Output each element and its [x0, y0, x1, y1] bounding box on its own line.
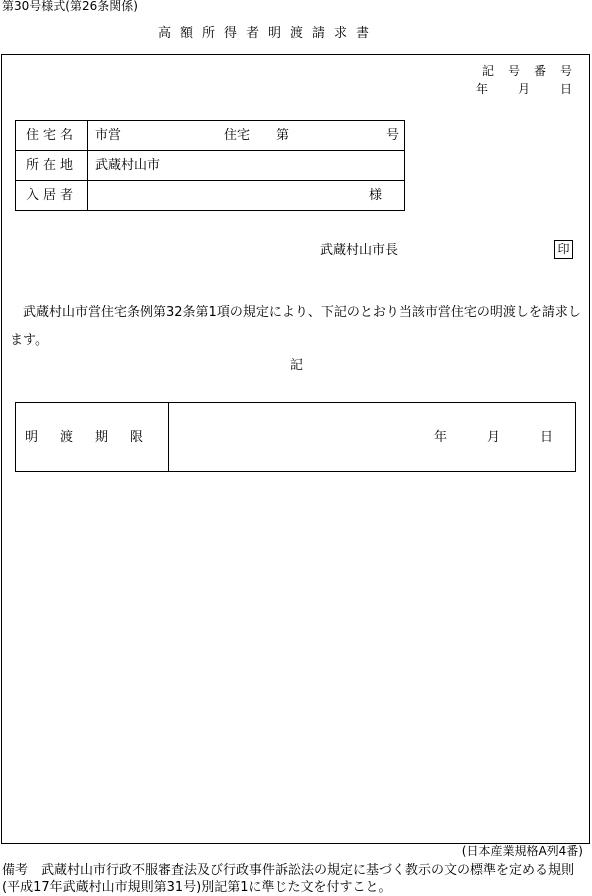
handover-deadline-date: [434, 431, 553, 444]
seal-mark: 印: [554, 240, 573, 259]
reg-char-go2: 号: [559, 64, 572, 78]
deadline-day: 日: [539, 430, 553, 445]
reg-char-go: 号: [507, 64, 520, 78]
row-address: [16, 151, 405, 181]
value-tenant: [88, 181, 405, 211]
reg-char-ki: 記: [481, 64, 494, 78]
label-housing-name: 住宅名: [16, 121, 88, 151]
mayor-name: 武蔵村山市長: [320, 243, 399, 258]
label-tenant: 入居者: [16, 181, 88, 211]
date-year: 年: [475, 82, 488, 96]
label-address: 所在地: [16, 151, 88, 181]
value-address: [88, 151, 405, 181]
paper-size-note: (日本産業規格A列4番): [461, 844, 583, 858]
unit-prefix: 第: [276, 128, 290, 143]
remarks-note: 備考 武蔵村山市行政不服審査法及び行政事件訴訟法の規定に基づく教示の文の標準を定める規則(平成17年武蔵村山市規則第31号)別記第1に準じた文を付すこと。: [2, 863, 575, 895]
reg-char-ban: 番: [533, 64, 546, 78]
honorific-sama: 様: [368, 188, 382, 203]
housing-mid: [224, 129, 289, 142]
request-body: [10, 299, 590, 355]
address-text: 武蔵村山市: [95, 158, 161, 173]
handover-deadline-label: 明渡期限: [25, 430, 166, 445]
row-housing-name: [16, 121, 405, 151]
value-housing-name: [88, 121, 405, 151]
table-divider: [168, 403, 169, 471]
deadline-year: 年: [433, 430, 447, 445]
ki-heading: 記: [290, 358, 304, 373]
request-paragraph: 武蔵村山市営住宅条例第32条第1項の規定により、下記のとおり当該市営住宅の明渡しを請求します。: [10, 305, 581, 348]
row-tenant: [16, 181, 405, 211]
issue-date-label: [476, 83, 572, 95]
handover-deadline-table: [15, 402, 576, 472]
form-number: 第30号様式(第26条関係): [2, 0, 138, 13]
date-day: 日: [559, 82, 572, 96]
unit-suffix: 号: [385, 128, 399, 143]
housing-prefix: 市営: [95, 128, 122, 143]
date-month: 月: [517, 82, 530, 96]
registration-number-label: [482, 65, 572, 77]
housing-suffix: 住宅: [224, 128, 251, 143]
deadline-month: 月: [486, 430, 500, 445]
recipient-table: [15, 120, 405, 211]
document-title: 高額所得者明渡請求書: [158, 26, 379, 41]
